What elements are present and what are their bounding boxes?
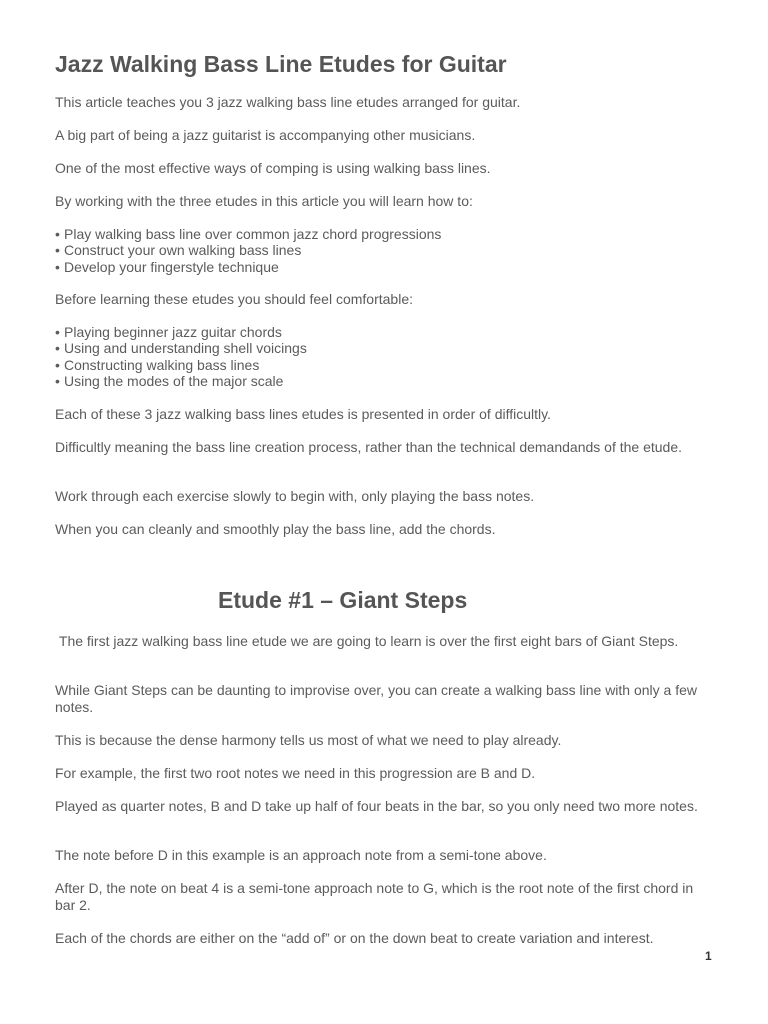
list-item-text: Using and understanding shell voicings xyxy=(64,340,307,357)
list-item xyxy=(55,242,715,258)
list-item-text: Playing beginner jazz guitar chords xyxy=(64,324,282,340)
list-item xyxy=(55,324,715,340)
body-paragraph: Each of these 3 jazz walking bass lines etudes is presented in order of difficultly. xyxy=(55,406,551,422)
prereq-list xyxy=(55,324,715,389)
list-item-text: Using the modes of the major scale xyxy=(64,372,284,389)
list-item xyxy=(55,259,715,275)
body-paragraph: When you can cleanly and smoothly play the bass line, add the chords. xyxy=(55,521,496,537)
body-paragraph: Difficultly meaning the bass line creation process, rather than the technical demandands of the etude. xyxy=(55,439,683,455)
section-title: Etude #1 – Giant Steps xyxy=(218,587,468,613)
list-item xyxy=(55,340,715,356)
list-item-text: Constructing walking bass lines xyxy=(64,356,260,373)
bullet-icon: • xyxy=(55,356,60,373)
intro-paragraph: This article teaches you 3 jazz walking bass line etudes arranged for guitar. xyxy=(55,94,521,110)
section-paragraph: While Giant Steps can be daunting to improvise over, you can create a walking bass line with only a few notes. xyxy=(55,682,698,715)
document-title: Jazz Walking Bass Line Etudes for Guitar xyxy=(55,51,507,77)
list-item xyxy=(55,373,715,389)
section-paragraph: The note before D in this example is an approach note from a semi-tone above. xyxy=(55,847,547,863)
list-item xyxy=(55,357,715,373)
section-paragraph: After D, the note on beat 4 is a semi-tone approach note to G, which is the root note of the first chord in bar 2. xyxy=(55,880,694,913)
section-paragraph: For example, the first two root notes we need in this progression are B and D. xyxy=(55,765,536,781)
bullet-icon: • xyxy=(55,324,60,340)
section-paragraph: The first jazz walking bass line etude we are going to learn is over the first eight bars of Giant Steps. xyxy=(55,633,679,649)
page-number: 1 xyxy=(705,949,712,963)
intro-paragraph: By working with the three etudes in this article you will learn how to: xyxy=(55,193,473,209)
section-paragraph: This is because the dense harmony tells us most of what we need to play already. xyxy=(55,732,562,748)
bullet-icon: • xyxy=(55,258,60,275)
intro-paragraph: One of the most effective ways of comping is using walking bass lines. xyxy=(55,160,491,176)
bullet-icon: • xyxy=(55,340,60,357)
list-item xyxy=(55,226,715,242)
prereq-heading: Before learning these etudes you should feel comfortable: xyxy=(55,291,414,307)
body-paragraph: Work through each exercise slowly to begin with, only playing the bass notes. xyxy=(55,488,535,504)
list-item-text: Develop your fingerstyle technique xyxy=(64,258,279,275)
intro-paragraph: A big part of being a jazz guitarist is accompanying other musicians. xyxy=(55,127,476,143)
bullet-icon: • xyxy=(55,372,60,389)
bullet-icon: • xyxy=(55,242,60,259)
section-paragraph: Played as quarter notes, B and D take up half of four beats in the bar, so you only need two more notes. xyxy=(55,798,698,814)
learn-list xyxy=(55,226,715,275)
bullet-icon: • xyxy=(55,226,60,242)
list-item-text: Construct your own walking bass lines xyxy=(64,242,302,259)
list-item-text: Play walking bass line over common jazz chord progressions xyxy=(64,226,442,242)
section-paragraph: Each of the chords are either on the “add of” or on the down beat to create variation and interest. xyxy=(55,930,654,946)
